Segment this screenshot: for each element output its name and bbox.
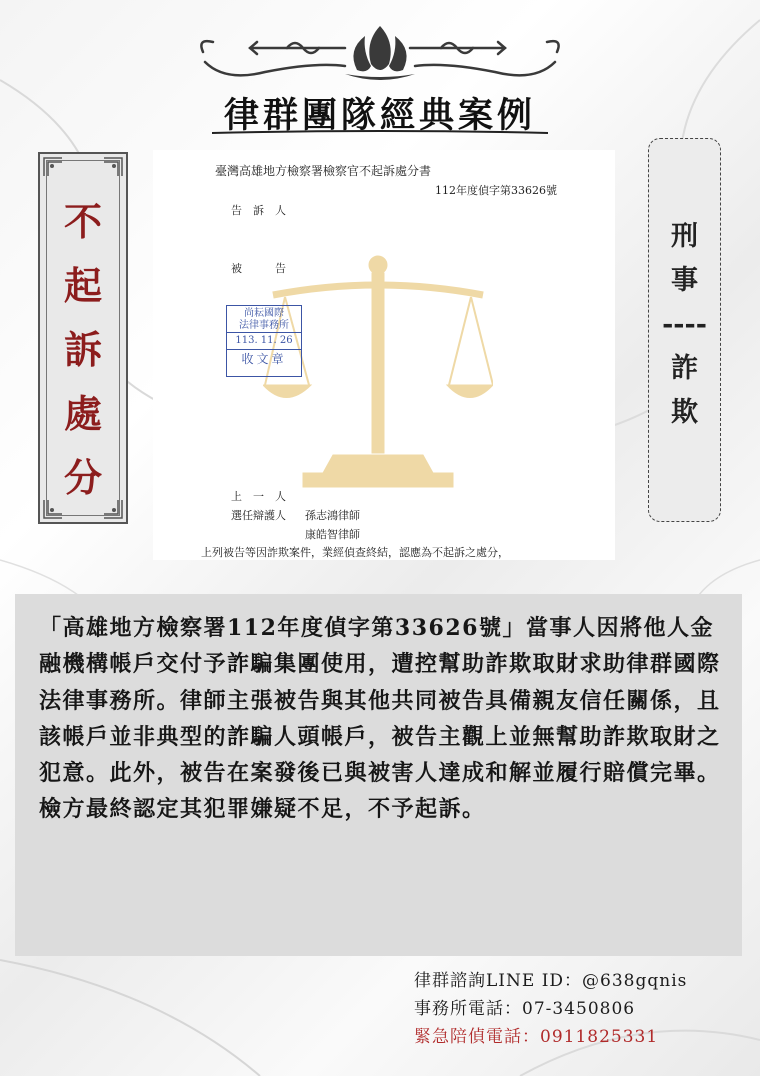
banner-char: 刑 (671, 221, 698, 252)
document-closing-line: 上列被告等因詐欺案件，業經偵查終結，認應為不起訴之處分， (201, 546, 509, 559)
banner-char: 訴 (63, 327, 102, 372)
stamp-firm-line1: 尚耘國際 (244, 308, 284, 319)
banner-char: 不 (63, 199, 102, 244)
category-vertical-label (649, 215, 720, 435)
above-person-label: 上 一 人 (231, 490, 286, 503)
line-id: 律群諮詢LINE ID：@638gqnis (414, 971, 688, 991)
banner-char: 處 (63, 391, 102, 436)
page-title: 律群團隊經典案例 (223, 95, 536, 136)
lotus-ornament-icon (195, 22, 565, 86)
corner-ornament-icon (42, 156, 64, 178)
banner-char: 起 (63, 263, 102, 308)
lawyer-name: 康皓智律師 (305, 528, 360, 541)
contact-info (414, 967, 687, 1051)
lawyer-name: 孫志鴻律師 (305, 509, 360, 522)
stamp-label: 收文章 (241, 352, 287, 366)
stamp-date: 113. 11. 26 (227, 333, 301, 350)
banner-char: 欺 (671, 397, 698, 428)
banner-divider: ---- (662, 309, 707, 340)
banner-char: 分 (63, 455, 102, 500)
title-underline (212, 130, 548, 136)
complainant-label: 告 訴 人 (231, 204, 286, 217)
case-summary-text: 「高雄地方檢察署112年度偵字第33626號」當事人因將他人金融機構帳戶交付予詐騙集團使用，遭控幫助詐欺取財求助律群國際法律事務所。律師主張被告與其他共同被告具備親友信任關係，且該帳戶並非典型的詐騙人頭帳戶，被告主觀上並無幫助詐欺取財之犯意。此外，被告在案發後已與被害人達成和解並履行賠償完畢。檢方最終認定其犯罪嫌疑不足，不予起訴。 (39, 615, 721, 823)
defendant-label: 被 告 (231, 262, 286, 275)
received-stamp (226, 305, 302, 377)
banner-char: 詐 (671, 353, 698, 384)
corner-ornament-icon (102, 156, 124, 178)
case-type-vertical-label (40, 190, 126, 510)
defender-label: 選任辯護人 (231, 509, 286, 522)
scanned-document (153, 150, 615, 560)
banner-char: 事 (671, 265, 698, 296)
office-phone: 事務所電話：07-3450806 (414, 999, 636, 1019)
document-heading: 臺灣高雄地方檢察署檢察官不起訴處分書 (215, 164, 432, 178)
stamp-firm-line2: 法律事務所 (239, 320, 289, 331)
case-number: 112年度偵字第33626號 (435, 184, 557, 197)
left-banner (38, 152, 128, 524)
right-banner (648, 138, 721, 522)
emergency-phone: 緊急陪偵電話：0911825331 (414, 1027, 659, 1047)
